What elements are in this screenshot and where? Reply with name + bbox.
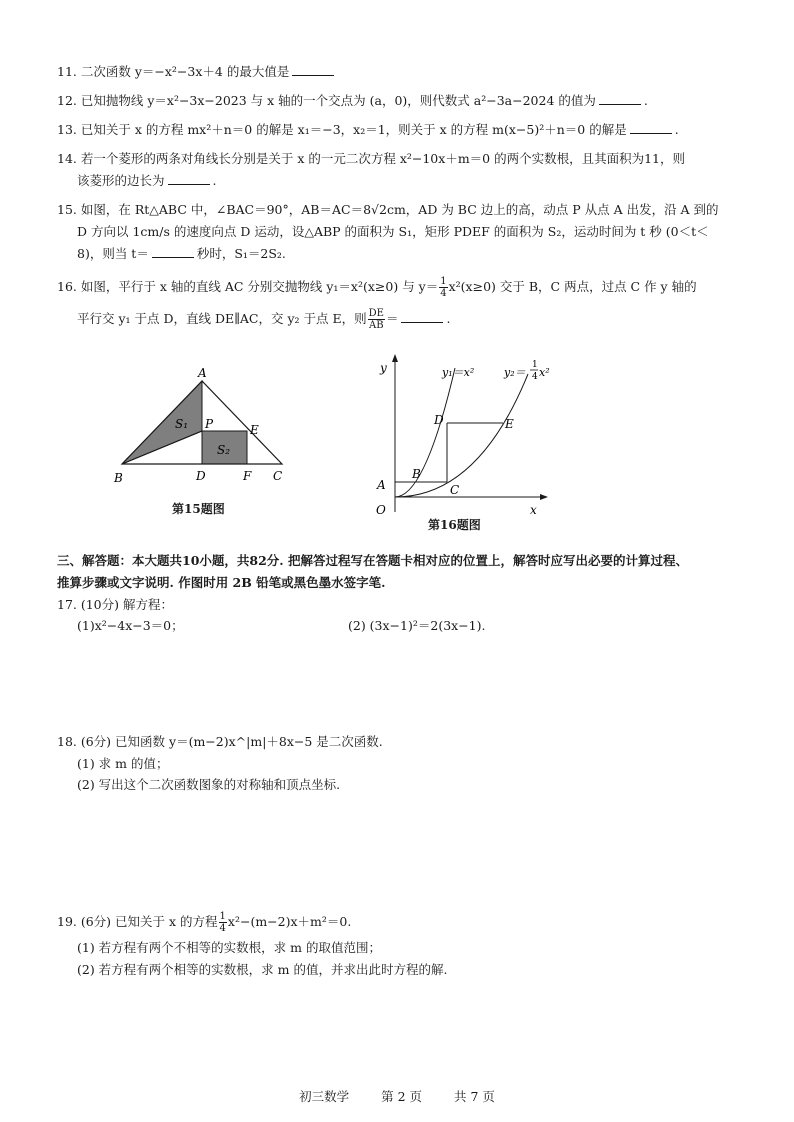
- answer-blank: [152, 245, 194, 258]
- label-B: B: [412, 467, 421, 481]
- question-12: 12. 已知抛物线 y＝x²−3x−2023 与 x 轴的一个交点为 (a，0)，则代数式 a²−3a−2024 的值为 .: [57, 93, 648, 108]
- question-14-line1: 14. 若一个菱形的两条对角线长分别是关于 x 的一元二次方程 x²−10x＋m＝0 的两个实数根，且其面积为11，则: [57, 151, 685, 166]
- label-D: D: [434, 413, 444, 427]
- label-y1: y₁＝x²: [442, 366, 475, 379]
- label-S1: S₁: [175, 417, 189, 431]
- label-A: A: [198, 366, 207, 380]
- figure-15: [105, 362, 305, 492]
- question-15-line2: D 方向以 1cm/s 的速度向点 D 运动，设△ABP 的面积为 S₁，矩形 PDEF 的面积为 S₂，运动时间为 t 秒 (0＜t＜: [77, 224, 709, 239]
- label-D: D: [196, 469, 206, 483]
- label-P: P: [205, 417, 214, 431]
- question-18-part1: (1) 求 m 的值；: [77, 756, 169, 771]
- question-15-line3: 8)，则当 t＝ 秒时，S₁＝2S₂.: [77, 246, 286, 261]
- answer-blank: [292, 63, 334, 76]
- label-O: O: [376, 503, 386, 517]
- fraction-quarter: $\frac{1}{4}$: [440, 276, 447, 299]
- section-3-heading-line1: 三、解答题：本大题共10小题，共82分. 把解答过程写在答题卡相对应的位置上，解答时应写出必要的计算过程、: [57, 553, 688, 568]
- label-S2: S₂: [217, 443, 231, 457]
- fraction-de-ab: $\frac{DE}{AB}$: [368, 308, 384, 331]
- question-11: 11. 二次函数 y＝−x²−3x＋4 的最大值是: [57, 63, 337, 81]
- fraction-quarter: $\frac{1}{4}$: [219, 911, 226, 934]
- page-footer: [0, 1087, 794, 1105]
- question-13: 13. 已知关于 x 的方程 mx²＋n＝0 的解是 x₁＝−3，x₂＝1，则关于 x 的方程 m(x−5)²＋n＝0 的解是 .: [57, 122, 679, 137]
- question-17-part1: (1)x²−4x−3＝0；: [77, 618, 184, 633]
- label-x: x: [530, 503, 537, 517]
- question-18-part2: (2) 写出这个二次函数图象的对称轴和顶点坐标.: [77, 777, 341, 792]
- label-C: C: [273, 469, 283, 483]
- question-18-title: 18. (6分) 已知函数 y＝(m−2)x^|m|＋8x−5 是二次函数.: [57, 734, 383, 749]
- curve-y1: [395, 368, 455, 497]
- figure-15-caption: 第15题图: [172, 502, 225, 516]
- footer-subject: 初三数学: [299, 1089, 350, 1104]
- question-16-line1: 16. 如图，平行于 x 轴的直线 AC 分别交抛物线 y₁＝x²(x≥0) 与 y＝ $\frac{1}{4}$ x²(x≥0) 交于 B，C 两点，过点 C 作 y 轴的: [57, 276, 697, 299]
- x-axis-arrow: [540, 494, 548, 500]
- label-B: B: [114, 471, 123, 485]
- label-y2-den: 4: [532, 372, 538, 382]
- label-E: E: [250, 423, 259, 437]
- label-E: E: [505, 417, 514, 431]
- answer-blank: [599, 92, 641, 105]
- figure-16-caption: 第16题图: [428, 518, 481, 532]
- answer-blank: [630, 121, 672, 134]
- question-15-line1: 15. 如图，在 Rt△ABC 中，∠BAC＝90°，AB＝AC＝8√2cm，AD 为 BC 边上的高，动点 P 从点 A 出发，沿 A 到的: [57, 202, 719, 217]
- label-y2-suffix: x²: [539, 366, 550, 379]
- question-17-part2: (2) (3x−1)²＝2(3x−1).: [348, 618, 486, 633]
- question-19-part1: (1) 若方程有两个不相等的实数根，求 m 的取值范围；: [77, 940, 381, 955]
- question-14-line2: 该菱形的边长为 .: [77, 173, 217, 188]
- label-F: F: [243, 469, 252, 483]
- figure-16: [368, 352, 568, 517]
- question-16-line2: 平行交 y₁ 于点 D，直线 DE∥AC，交 y₂ 于点 E，则 $\frac{DE}{AB}$ ＝ .: [77, 308, 451, 331]
- answer-blank: [168, 172, 210, 185]
- footer-page-number: 第 2 页: [381, 1089, 422, 1104]
- label-y: y: [380, 361, 387, 375]
- footer-total-pages: 共 7 页: [453, 1089, 495, 1104]
- answer-blank: [401, 310, 443, 323]
- label-A: A: [377, 478, 386, 492]
- section-3-heading-line2: 推算步骤或文字说明. 作图时用 2B 铅笔或黑色墨水签字笔.: [57, 575, 386, 590]
- label-y2-num: 1: [532, 360, 538, 370]
- y-axis-arrow: [392, 354, 398, 362]
- question-19-part2: (2) 若方程有两个相等的实数根，求 m 的值，并求出此时方程的解.: [77, 962, 448, 977]
- label-y2-prefix: y₂＝: [504, 366, 526, 379]
- label-C: C: [450, 483, 460, 497]
- question-17-title: 17. (10分) 解方程：: [57, 597, 173, 612]
- question-19-title: 19. (6分) 已知关于 x 的方程 $\frac{1}{4}$ x²−(m−2)x＋m²＝0.: [57, 911, 352, 934]
